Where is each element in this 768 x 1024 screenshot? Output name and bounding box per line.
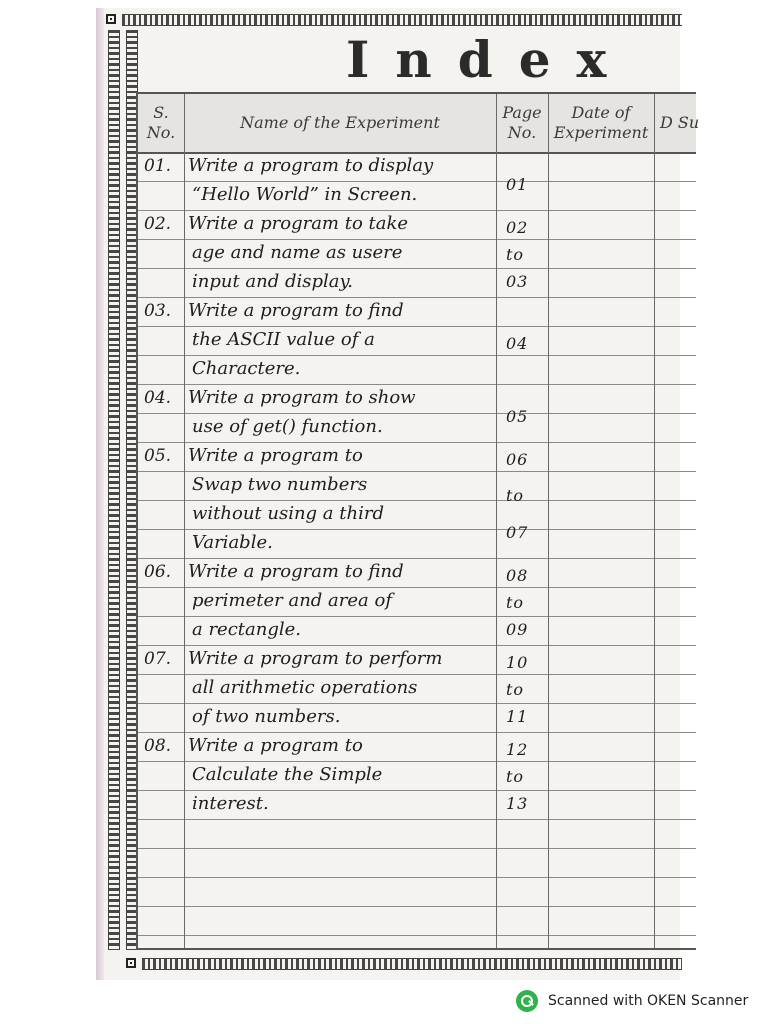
entry-page-number: to bbox=[506, 245, 525, 265]
ruled-line bbox=[138, 877, 696, 878]
entry-page-number: 11 bbox=[506, 707, 529, 727]
entry-page-number: 07 bbox=[506, 522, 529, 542]
entry-page-number: 03 bbox=[506, 272, 529, 292]
entry-experiment-line: Write a program to bbox=[188, 445, 363, 466]
entry-experiment-line: all arithmetic operations bbox=[192, 677, 418, 698]
entry-experiment-line: Write a program to show bbox=[188, 387, 416, 408]
header-date: Date of Experiment bbox=[553, 103, 649, 142]
ruled-line bbox=[138, 471, 696, 472]
ruled-line bbox=[138, 674, 696, 675]
ruled-line bbox=[138, 790, 696, 791]
ruled-line bbox=[138, 239, 696, 240]
border-corner-top-left bbox=[106, 14, 116, 24]
ruled-line bbox=[138, 645, 696, 646]
ruled-line bbox=[138, 935, 696, 936]
entry-experiment-line: use of get() function. bbox=[192, 416, 383, 437]
ruled-line bbox=[138, 703, 696, 704]
entry-experiment-line: a rectangle. bbox=[192, 619, 302, 640]
entry-page-number: 06 bbox=[506, 450, 529, 469]
entry-experiment-line: “Hello World” in Screen. bbox=[192, 184, 418, 205]
entry-experiment-line: Write a program to display bbox=[188, 155, 434, 176]
border-bottom bbox=[142, 958, 682, 970]
ruled-line bbox=[138, 355, 696, 356]
ruled-line bbox=[138, 210, 696, 211]
header-sno: S. No. bbox=[146, 103, 176, 142]
entry-experiment-line: Write a program to perform bbox=[188, 648, 443, 669]
entry-serial-number: 03. bbox=[144, 301, 172, 321]
entry-serial-number: 07. bbox=[144, 649, 172, 669]
entry-page-number: to bbox=[506, 486, 525, 506]
entry-experiment-line: interest. bbox=[192, 793, 269, 814]
entry-experiment-line: Calculate the Simple bbox=[192, 764, 383, 785]
entry-experiment-line: Charactere. bbox=[192, 358, 301, 379]
ruled-line bbox=[138, 297, 696, 298]
column-divider bbox=[184, 94, 185, 948]
entry-page-number: 10 bbox=[506, 653, 529, 672]
entry-experiment-line: age and name as usere bbox=[192, 242, 403, 263]
entry-experiment-line: of two numbers. bbox=[192, 706, 341, 727]
scanner-watermark-text: Scanned with OKEN Scanner bbox=[548, 993, 749, 1009]
ruled-line bbox=[138, 732, 696, 733]
ruled-line bbox=[138, 587, 696, 588]
entry-experiment-line: Write a program to take bbox=[188, 213, 409, 234]
entry-serial-number: 05. bbox=[144, 446, 172, 466]
entry-experiment-line: the ASCII value of a bbox=[192, 329, 375, 350]
ruled-line bbox=[138, 848, 696, 849]
entry-page-number: to bbox=[506, 680, 525, 700]
entry-serial-number: 08. bbox=[144, 736, 172, 756]
border-corner-bottom-left bbox=[126, 958, 136, 968]
entry-page-number: 09 bbox=[506, 620, 529, 640]
ruled-line bbox=[138, 181, 696, 182]
entry-page-number: to bbox=[506, 593, 525, 613]
entry-page-number: to bbox=[506, 767, 525, 787]
ruled-line bbox=[138, 616, 696, 617]
table-header-row bbox=[138, 94, 700, 154]
ruled-line bbox=[138, 558, 696, 559]
entry-experiment-line: without using a third bbox=[192, 503, 384, 524]
header-sub: D Su bbox=[660, 113, 700, 132]
scanned-page bbox=[96, 8, 700, 980]
column-divider bbox=[496, 94, 497, 948]
border-top bbox=[122, 14, 682, 26]
entry-page-number: 04 bbox=[506, 334, 529, 353]
entry-serial-number: 06. bbox=[144, 562, 172, 582]
ruled-line bbox=[138, 384, 696, 385]
border-left-outer bbox=[108, 30, 120, 950]
entry-experiment-line: Write a program to bbox=[188, 735, 363, 756]
entry-experiment-line: Write a program to find bbox=[188, 561, 404, 582]
entry-experiment-line: perimeter and area of bbox=[192, 590, 392, 611]
entry-experiment-line: Swap two numbers bbox=[192, 474, 368, 495]
oken-scanner-logo-icon bbox=[516, 990, 538, 1012]
header-name: Name of the Experiment bbox=[240, 113, 440, 132]
entry-serial-number: 01. bbox=[144, 156, 172, 176]
entry-page-number: 02 bbox=[506, 218, 529, 237]
entry-serial-number: 02. bbox=[144, 214, 172, 234]
column-divider bbox=[654, 94, 655, 948]
header-page: Page No. bbox=[502, 103, 542, 142]
entry-experiment-line: Variable. bbox=[192, 532, 273, 553]
entry-page-number: 13 bbox=[506, 794, 529, 814]
entry-page-number: 12 bbox=[506, 740, 529, 759]
ruled-line bbox=[138, 761, 696, 762]
entry-page-number: 01 bbox=[506, 174, 529, 194]
ruled-line bbox=[138, 819, 696, 820]
page-title: Index bbox=[346, 30, 633, 89]
ruled-line bbox=[138, 906, 696, 907]
ruled-line bbox=[138, 326, 696, 327]
entry-experiment-line: input and display. bbox=[192, 271, 354, 292]
ruled-line bbox=[138, 442, 696, 443]
ruled-line bbox=[138, 529, 696, 530]
entry-page-number: 08 bbox=[506, 566, 529, 585]
index-table bbox=[136, 92, 700, 950]
entry-serial-number: 04. bbox=[144, 388, 172, 408]
ruled-line bbox=[138, 500, 696, 501]
entry-experiment-line: Write a program to find bbox=[188, 300, 404, 321]
entry-page-number: 05 bbox=[506, 406, 529, 426]
ruled-line bbox=[138, 268, 696, 269]
ruled-line bbox=[138, 413, 696, 414]
column-divider bbox=[548, 94, 549, 948]
scanner-watermark bbox=[516, 990, 748, 1012]
page-edge-shadow bbox=[96, 8, 104, 980]
